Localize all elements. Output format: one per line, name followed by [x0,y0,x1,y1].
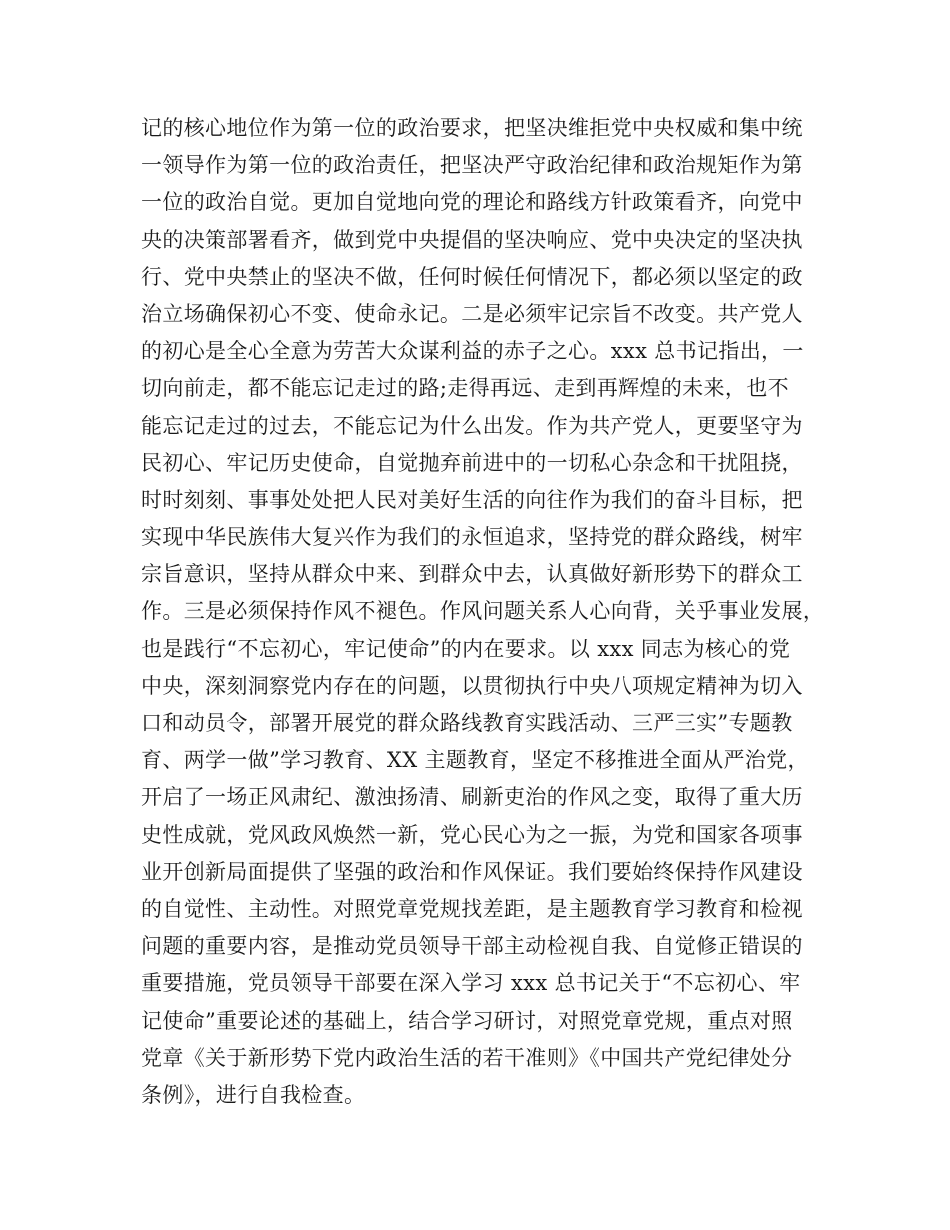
text-line: 条例》，进行自我检查。 [141,1082,366,1107]
text-line: 作。三是必须保持作风不褪色。作风问题关系人心向背，关乎事业发展， [141,599,825,624]
body-paragraph [141,110,825,1114]
text-line: 一位的政治自觉。更加自觉地向党的理论和路线方针政策看齐，向党中 [141,190,803,215]
text-line: 党章《关于新形势下党内政治生活的若干准则》《中国共产党纪律处分 [141,1045,793,1070]
text-line: 切向前走，都不能忘记走过的路;走得再远、走到再辉煌的未来，也不 [141,376,789,401]
text-line: 宗旨意识，坚持从群众中来、到群众中去，认真做好新形势下的群众工 [141,562,803,587]
text-line: 也是践行“不忘初心，牢记使命”的内在要求。以 xxx 同志为核心的党 [141,636,791,661]
text-line: 中央，深刻洞察党内存在的问题，以贯彻执行中央八项规定精神为切入 [141,673,803,698]
text-line: 的初心是全心全意为劳苦大众谋利益的赤子之心。xxx 总书记指出，一 [141,339,804,364]
text-line: 史性成就，党风政风焕然一新，党心民心为之一振，为党和国家各项事 [141,822,803,847]
text-line: 业开创新局面提供了坚强的政治和作风保证。我们要始终保持作风建设 [141,859,803,884]
text-line: 育、两学一做”学习教育、XX 主题教育，坚定不移推进全面从严治党， [141,748,809,773]
text-line: 的自觉性、主动性。对照党章党规找差距，是主题教育学习教育和检视 [141,896,803,921]
text-line: 一领导作为第一位的政治责任，把坚决严守政治纪律和政治规矩作为第 [141,153,803,178]
text-line: 时时刻刻、事事处处把人民对美好生活的向往作为我们的奋斗目标，把 [141,487,803,512]
text-line: 行、党中央禁止的坚决不做，任何时候任何情况下，都必须以坚定的政 [141,264,803,289]
text-line: 能忘记走过的过去，不能忘记为什么出发。作为共产党人，更要坚守为 [141,413,803,438]
text-line: 记的核心地位作为第一位的政治要求，把坚决维拒党中央权威和集中统 [141,116,803,140]
text-line: 实现中华民族伟大复兴作为我们的永恒追求，坚持党的群众路线，树牢 [141,525,803,550]
text-line: 口和动员令，部署开展党的群众路线教育实践活动、三严三实”专题教 [141,711,793,735]
text-line: 开启了一场正风肃纪、激浊扬清、刷新吏治的作风之变，取得了重大历 [141,785,803,810]
text-line: 治立场确保初心不变、使命永记。二是必须牢记宗旨不改变。共产党人 [141,301,803,326]
text-line: 重要措施，党员领导干部要在深入学习 xxx 总书记关于“不忘初心、牢 [141,971,801,996]
text-line: 央的决策部署看齐，做到党中央提倡的坚决响应、党中央决定的坚决执 [141,227,803,252]
text-line: 问题的重要内容，是推动党员领导干部主动检视自我、自觉修正错误的 [141,934,803,959]
text-line: 民初心、牢记历史使命，自觉抛弃前进中的一切私心杂念和干扰阻挠， [141,450,803,475]
text-line: 记使命”重要论述的基础上，结合学习研讨，对照党章党规，重点对照 [141,1008,793,1033]
